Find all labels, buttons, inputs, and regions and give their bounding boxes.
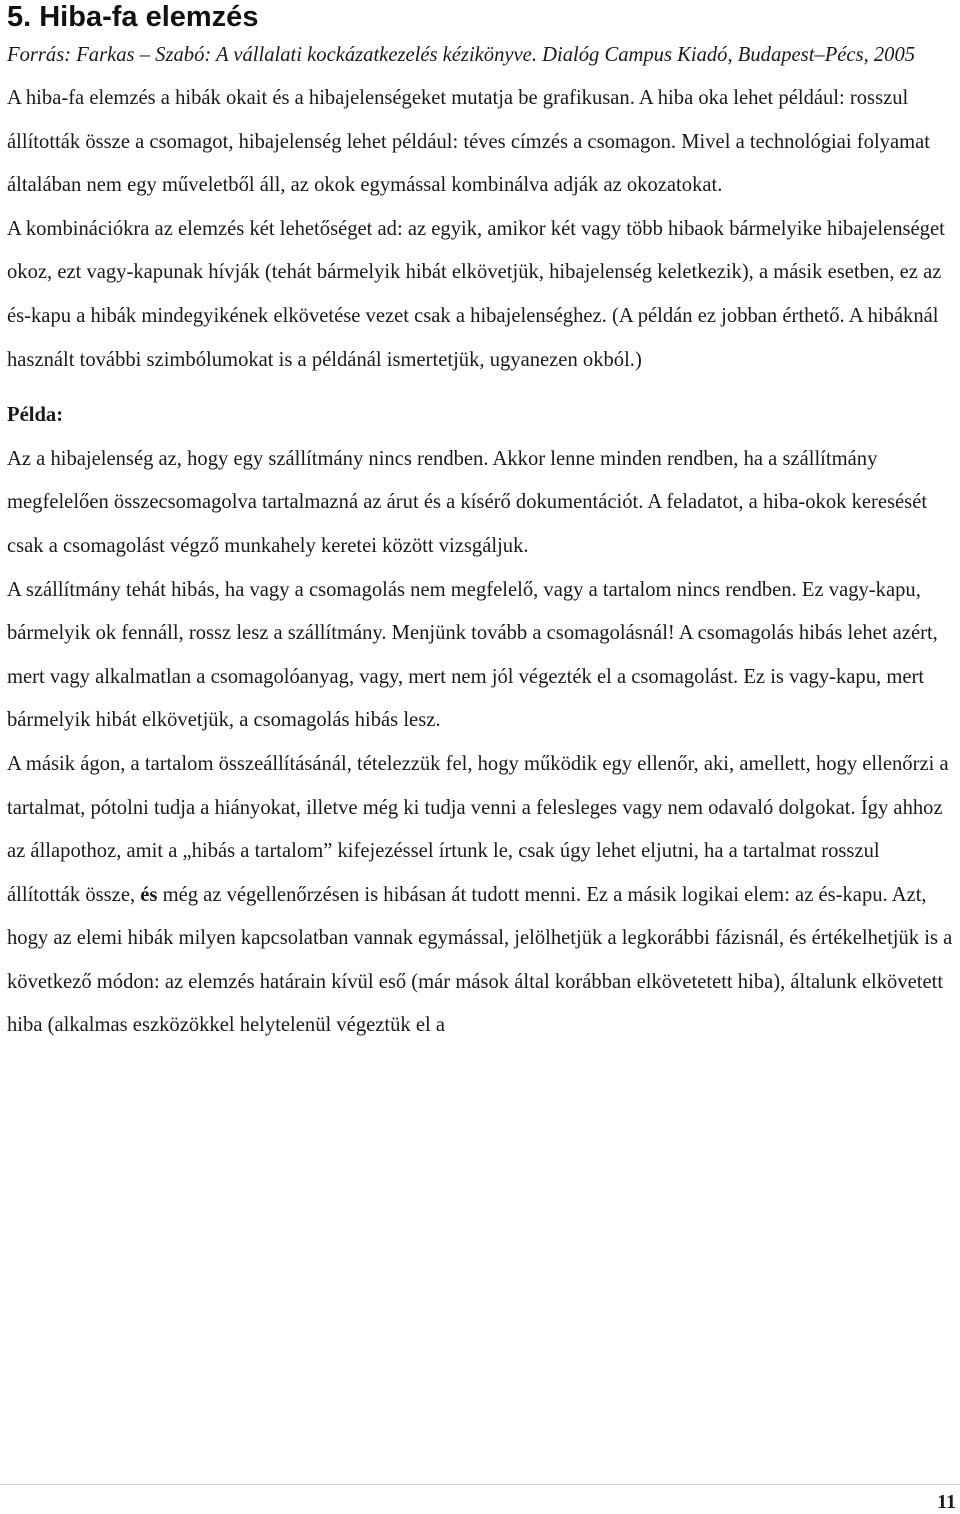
footer-divider <box>0 1484 960 1485</box>
document-page <box>7 0 953 1048</box>
shipment-paragraph: A szállítmány tehát hibás, ha vagy a csomagolás nem megfelelő, vagy a tartalom nincs rendben. Ez vagy-kapu, bármelyik ok fennáll, rossz lesz a szállítmány. Menjünk tovább a csomagolásnál! A csomagolás hibás lehet azért, mert vagy alkalmatlan a csomagolóanyag, vagy, mert nem jól végezték el a csomagolást. Ez is vagy-kapu, mert bármelyik hibát elkövetjük, a csomagolás hibás lesz. <box>7 578 938 732</box>
other-branch-text-2: még az végellenőrzésen is hibásan át tudott menni. Ez a másik logikai elem: az és-kapu. Azt, hogy az elemi hibák milyen kapcsolatban vannak egymással, jelölhetjük a legkorábbi fázisnál, és értékelhetjük is a következő módon: az elemzés határain kívül eső (már mások által korábban elkövetetett hiba), általunk elkövetett hiba (alkalmas eszközökkel helytelenül végeztük el a <box>7 883 953 1037</box>
combinations-paragraph: A kombinációkra az elemzés két lehetőséget ad: az egyik, amikor két vagy több hibaok bármelyike hibajelenséget okoz, ezt vagy-kapunak hívják (tehát bármelyik hibát elkövetjük, hibajelenség keletkezik), a másik esetben, ez az és-kapu a hibák mindegyikének elkövetése vezet csak a hibajelenséghez. (A példán ez jobban érthető. A hibáknál használt további szimbólumokat is a példánál ismertetjük, ugyanezen okból.) <box>7 217 945 371</box>
section-title: 5. Hiba-fa elemzés <box>7 1 259 33</box>
other-branch-paragraph <box>7 743 953 1048</box>
other-branch-text-1: A másik ágon, a tartalom összeállításánál, tételezzük fel, hogy működik egy ellenőr, aki, amellett, hogy ellenőrzi a tartalmat, pótolni tudja a hiányokat, illetve még ki tudja venni a felesleges vagy nem odavaló dolgokat. Így ahhoz az állapothoz, amit a „hibás a tartalom” kifejezéssel írtunk le, csak úgy lehet eljutni, ha a tartalmat rosszul állították össze, <box>7 752 949 906</box>
intro-paragraph: A hiba-fa elemzés a hibák okait és a hibajelenségeket mutatja be grafikusan. A hiba oka lehet például: rosszul állították össze a csomagot, hibajelenség lehet például: téves címzés a csomagon. Mivel a technológiai folyamat általában nem egy műveletből áll, az okok egymással kombinálva adják az okozatokat. <box>7 87 930 197</box>
example-paragraph: Az a hibajelenség az, hogy egy szállítmány nincs rendben. Akkor lenne minden rendben, ha a szállítmány megfelelően összecsomagolva tartalmazná az árut és a kísérő dokumentációt. A feladatot, a hiba-okok keresését csak a csomagolást végző munkahely keretei között vizsgáljuk. <box>7 447 928 557</box>
page-number: 11 <box>937 1491 956 1513</box>
other-branch-bold-word: és <box>140 883 158 906</box>
source-citation: Forrás: Farkas – Szabó: A vállalati kockázatkezelés kézikönyve. Dialóg Campus Kiadó, Budapest–Pécs, 2005 <box>7 44 916 66</box>
example-heading: Példa: <box>7 404 64 427</box>
